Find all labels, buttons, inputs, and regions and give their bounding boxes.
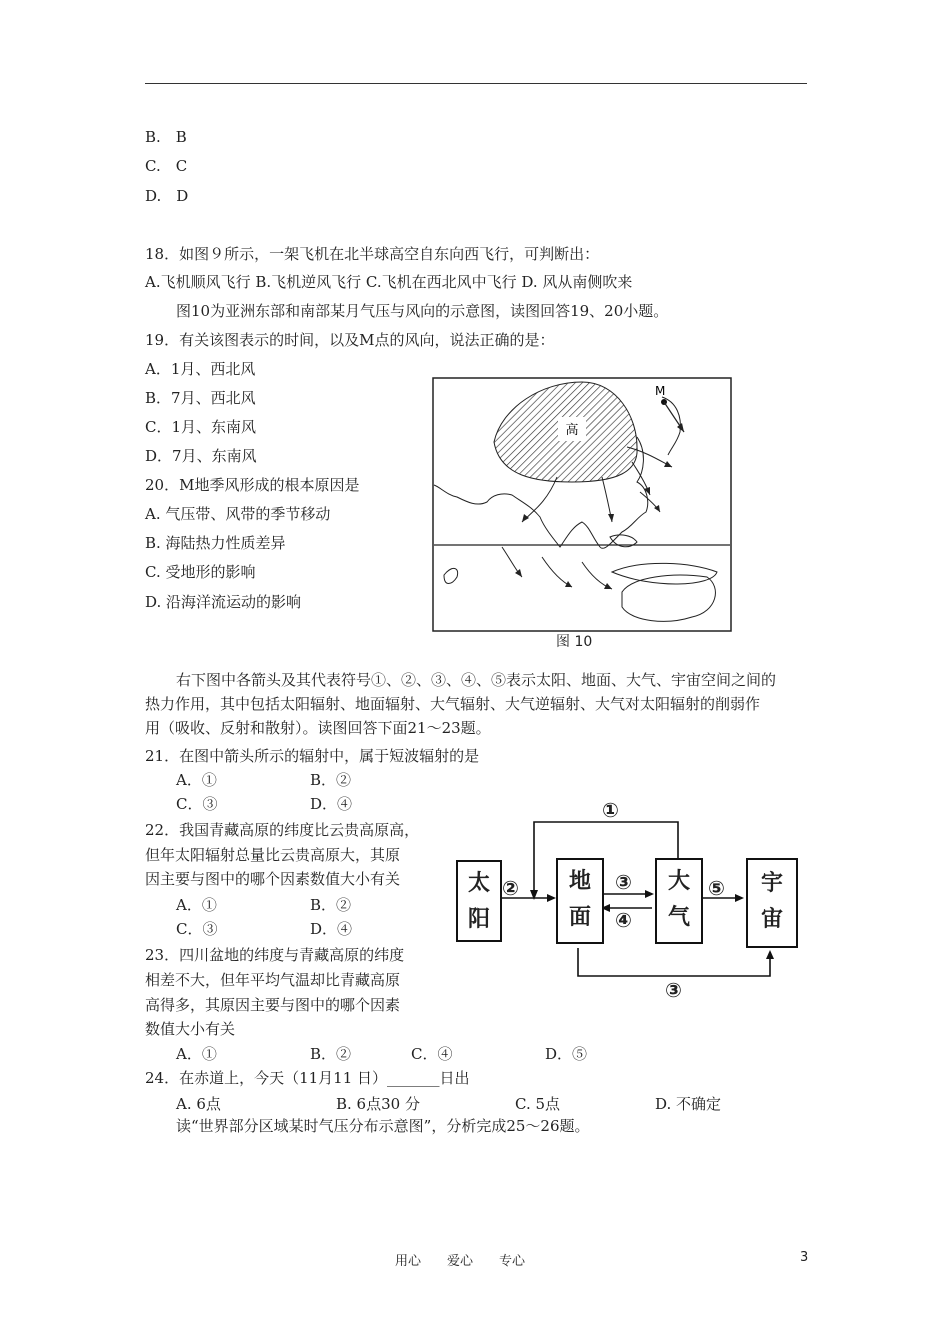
text-line: 18．如图９所示，一架飞机在北半球高空自东向西飞行，可判断出： (145, 245, 600, 263)
figure-10-map (432, 377, 732, 632)
high-label: 高 (565, 423, 579, 438)
text-line: A. 气压带、风带的季节移动 (145, 505, 331, 523)
ground-label: 地面 (568, 869, 591, 930)
text-line: 21．在图中箭头所示的辐射中，属于短波辐射的是 (145, 747, 480, 765)
text-line: 数值大小有关 (145, 1020, 236, 1038)
text-line: B. 海陆热力性质差异 (145, 534, 286, 552)
header-rule (145, 83, 807, 84)
atmosphere-label: 大气 (667, 869, 690, 930)
atmosphere-box (655, 858, 703, 944)
text-line: 图10为亚洲东部和南部某月气压与风向的示意图，读图回答19、20小题。 (176, 302, 669, 320)
text-line: 相差不大，但年平均气温却比青藏高原 (145, 971, 401, 989)
sun-box (456, 860, 502, 942)
text-line: C. C (145, 157, 188, 175)
text-line: B. B (145, 128, 187, 146)
heat-diagram (450, 790, 800, 1010)
figure-10-caption: 图 10 (556, 634, 593, 650)
text-line: 因主要与图中的哪个因素数值大小有关 (145, 870, 401, 888)
text-line: D．7月、东南风 (145, 447, 257, 465)
text-line: A．① (176, 1045, 217, 1063)
text-line: 24．在赤道上，今天（11月11 日）_______日出 (145, 1069, 470, 1087)
text-line: 右下图中各箭头及其代表符号①、②、③、④、⑤表示太阳、地面、大气、宇宙空间之间的 (176, 671, 777, 689)
arrow-label-3-top: ③ (615, 870, 632, 894)
text-line: A. 6点 (176, 1095, 221, 1113)
sun-label: 太阳 (467, 871, 490, 932)
page-number: 3 (800, 1250, 809, 1265)
arrow-label-5: ⑤ (708, 876, 725, 900)
arrow-label-3-bottom: ③ (665, 978, 682, 1002)
text-line: 19．有关该图表示的时间，以及M点的风向，说法正确的是： (145, 331, 555, 349)
text-line: B．② (310, 1045, 352, 1063)
footer-motto: 用心 爱心 专心 (395, 1254, 526, 1269)
arrow-label-4: ④ (615, 908, 632, 932)
text-line: C．③ (176, 795, 218, 813)
arrow-label-2: ② (502, 876, 519, 900)
text-line: B．7月、西北风 (145, 389, 256, 407)
text-line: A．1月、西北风 (145, 360, 256, 378)
space-label: 宇宙 (760, 871, 783, 932)
text-line: 读“世界部分区域某时气压分布示意图”，分析完成25～26题。 (176, 1117, 590, 1135)
text-line: B．② (310, 896, 352, 914)
map-svg (432, 377, 732, 632)
text-line: A.飞机顺风飞行 B.飞机逆风飞行 C.飞机在西北风中飞行 D. 风从南侧吹来 (145, 273, 633, 291)
text-line: 用（吸收、反射和散射）。读图回答下面21～23题。 (145, 719, 491, 737)
text-line: D. 不确定 (655, 1095, 722, 1113)
text-line: C. 5点 (515, 1095, 561, 1113)
text-line: 但年太阳辐射总量比云贵高原大，其原 (145, 846, 401, 864)
text-line: D．④ (310, 795, 353, 813)
space-box (746, 858, 798, 948)
m-label: M (655, 384, 666, 398)
text-line: C. 受地形的影响 (145, 563, 256, 581)
text-line: C．④ (411, 1045, 453, 1063)
text-line: A．① (176, 896, 217, 914)
text-line: C．③ (176, 920, 218, 938)
text-line: B．② (310, 771, 352, 789)
text-line: D. D (145, 187, 189, 205)
text-line: D．⑤ (545, 1045, 588, 1063)
text-line: 热力作用，其中包括太阳辐射、地面辐射、大气辐射、大气逆辐射、大气对太阳辐射的削弱作 (145, 695, 761, 713)
text-line: D．④ (310, 920, 353, 938)
ground-box (556, 858, 604, 944)
text-line: 22．我国青藏高原的纬度比云贵高原高， (145, 821, 420, 839)
text-line: 20．M地季风形成的根本原因是 (145, 476, 360, 494)
text-line: A．① (176, 771, 217, 789)
text-line: C．1月、东南风 (145, 418, 257, 436)
text-line: B. 6点30 分 (336, 1095, 420, 1113)
text-line: 23．四川盆地的纬度与青藏高原的纬度 (145, 946, 405, 964)
arrow-label-1: ① (602, 798, 619, 822)
text-line: 高得多，其原因主要与图中的哪个因素 (145, 996, 401, 1014)
text-line: D. 沿海洋流运动的影响 (145, 593, 302, 611)
